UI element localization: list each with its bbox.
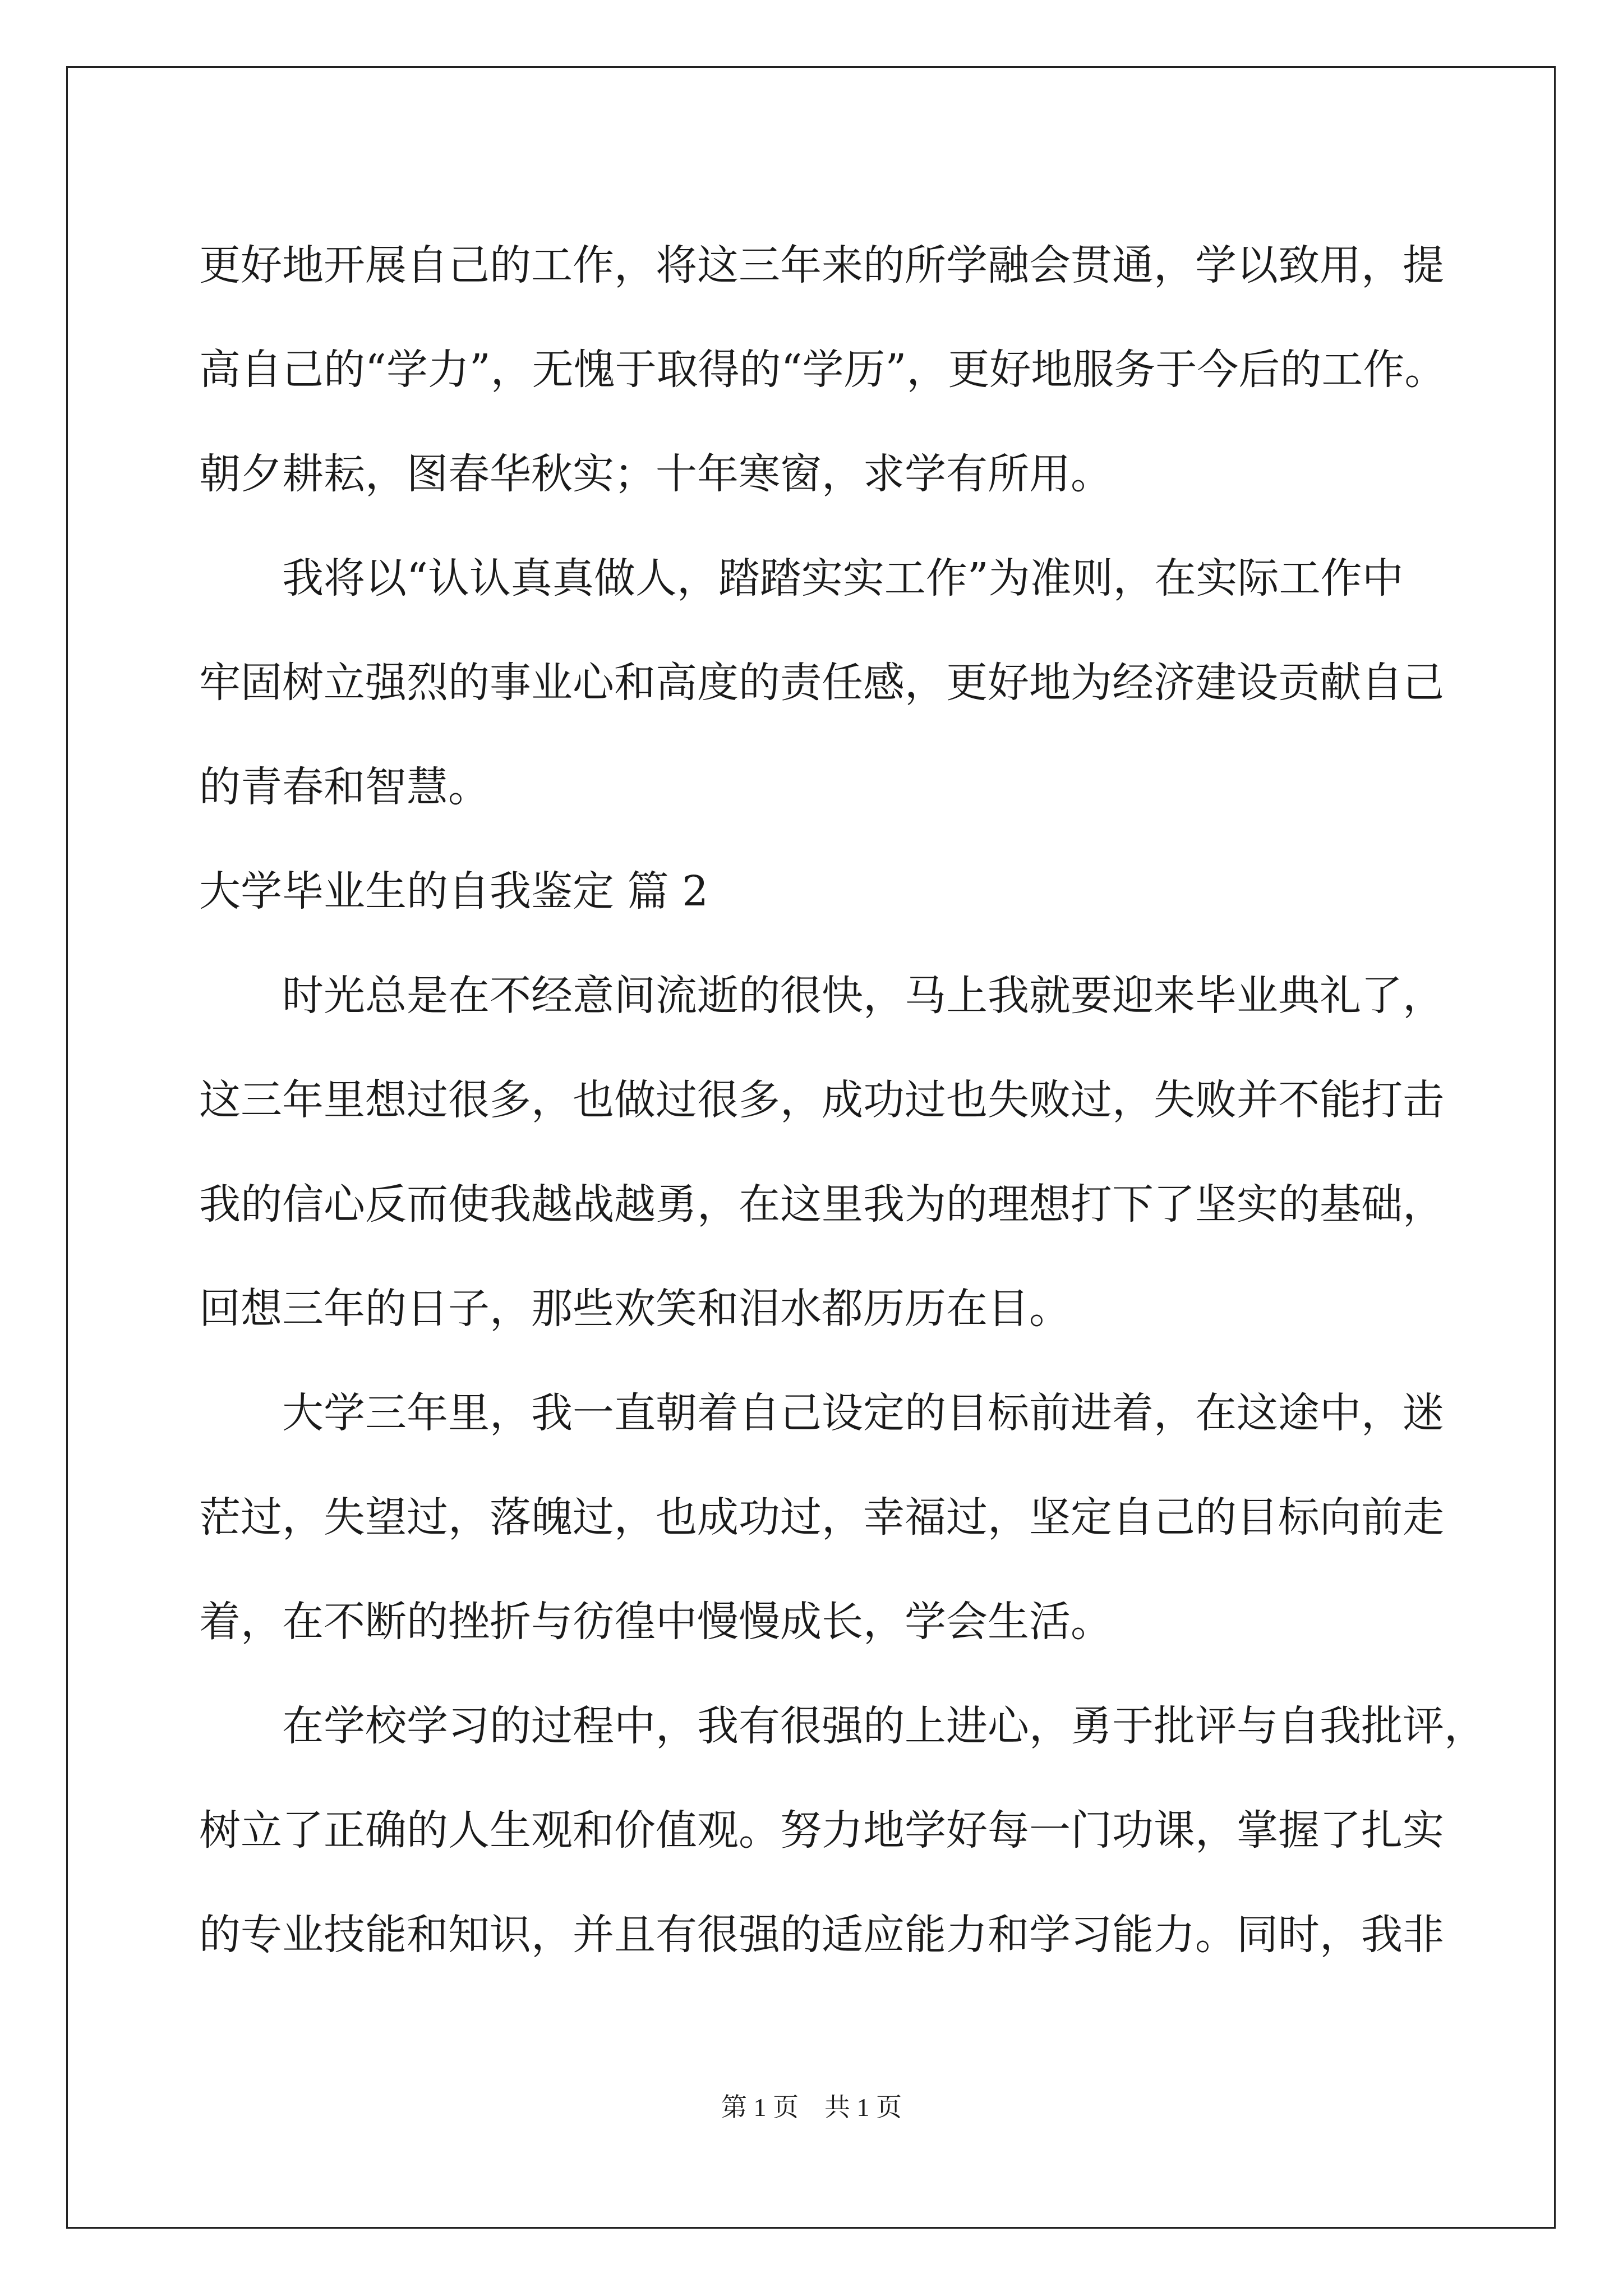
- text-line: 我的信心反而使我越战越勇，在这里我为的理想打下了坚实的基础，: [199, 1180, 1444, 1228]
- page-number-footer: 第 1 页 共 1 页: [721, 2093, 902, 2122]
- text-line: 时光总是在不经意间流逝的很快，马上我就要迎来毕业典礼了，: [199, 972, 1444, 1020]
- text-line: 在学校学习的过程中，我有很强的上进心，勇于批评与自我批评，: [199, 1702, 1486, 1750]
- text-line: 的青春和智慧。: [199, 763, 490, 811]
- text-line: 高自己的“学力”，无愧于取得的“学历”，更好地服务于今后的工作。: [199, 346, 1446, 394]
- text-line: 着，在不断的挫折与彷徨中慢慢成长，学会生活。: [199, 1598, 1112, 1646]
- text-line: 更好地开展自己的工作，将这三年来的所学融会贯通，学以致用，提: [199, 241, 1444, 289]
- text-line: 大学三年里，我一直朝着自己设定的目标前进着，在这途中，迷: [199, 1389, 1444, 1437]
- text-line: 我将以“认认真真做人，踏踏实实工作”为准则，在实际工作中: [199, 554, 1404, 602]
- document-body: [199, 213, 1486, 1987]
- text-line: 的专业技能和知识，并且有很强的适应能力和学习能力。同时，我非: [199, 1911, 1444, 1959]
- text-line: 茫过，失望过，落魄过，也成功过，幸福过，坚定自己的目标向前走: [199, 1493, 1444, 1542]
- text-line: 牢固树立强烈的事业心和高度的责任感，更好地为经济建设贡献自己: [199, 659, 1444, 707]
- text-line: 朝夕耕耘，图春华秋实；十年寒窗，求学有所用。: [199, 450, 1112, 498]
- text-line: 树立了正确的人生观和价值观。努力地学好每一门功课，掌握了扎实: [199, 1806, 1444, 1855]
- section-heading: 大学毕业生的自我鉴定 篇 2: [199, 867, 709, 915]
- text-line: 回想三年的日子，那些欢笑和泪水都历历在目。: [199, 1285, 1071, 1333]
- text-line: 这三年里想过很多，也做过很多，成功过也失败过，失败并不能打击: [199, 1076, 1444, 1124]
